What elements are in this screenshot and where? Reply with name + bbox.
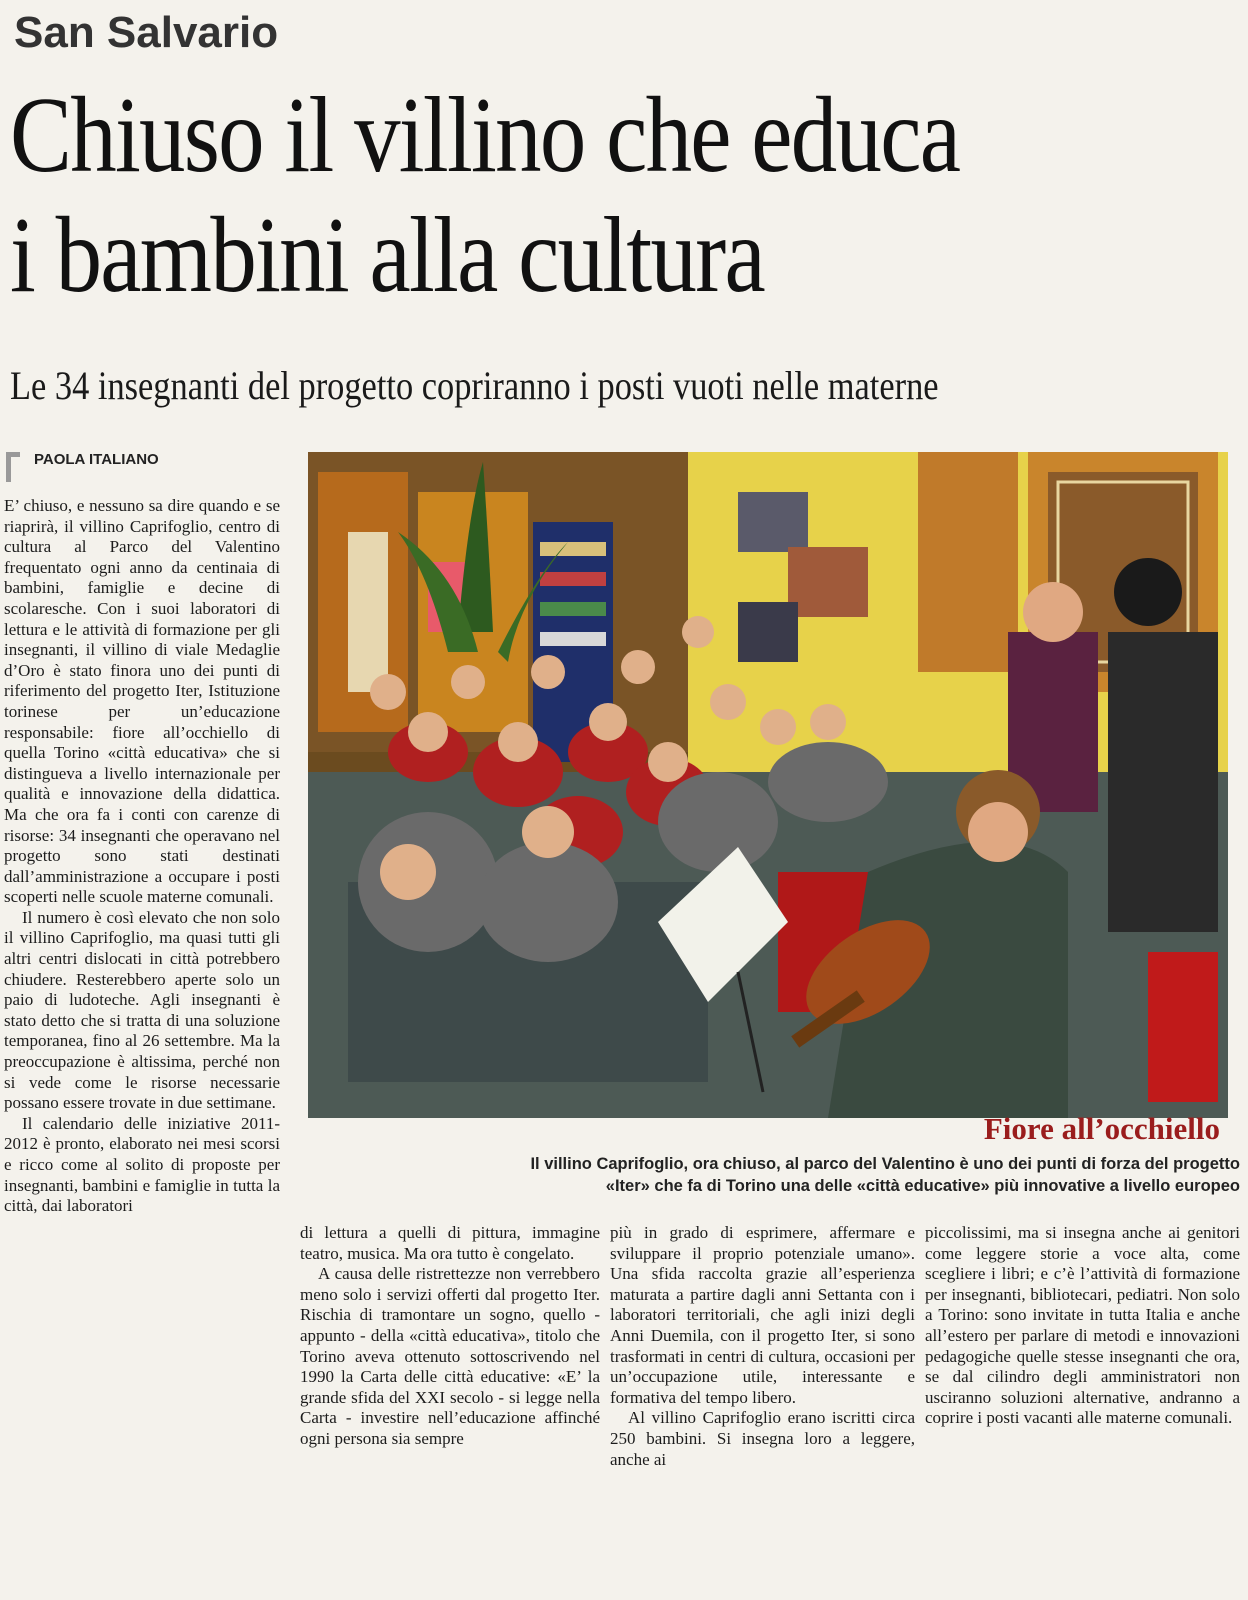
paragraph: Il calendario delle iniziative 2011-2012 è pronto, elaborato nei mesi scorsi e ricco come al solito di proposte per insegnanti, bambini e famiglie in tutta la città, dai laboratori (4, 1113, 280, 1216)
byline: PAOLA ITALIANO (34, 451, 159, 468)
article-column-3 (610, 1223, 915, 1593)
paragraph: di lettura a quelli di pittura, immagine teatro, musica. Ma ora tutto è congelato. (300, 1223, 600, 1263)
article-column-1 (4, 496, 280, 1592)
paragraph: A causa delle ristrettezze non verrebbero meno solo i servizi offerti dal progetto Iter. Rischia di tramontare un sogno, quello - appunto - della «città educativa», titolo che Torino aveva ottenuto sottoscrivendo nel 1990 la Carta delle città educative: «E’ la grande sfida del XXI secolo - si legge nella Carta - investire nell’educazione affinché ogni persona sia sempre (300, 1264, 600, 1448)
photo-caption-line-1: Il villino Caprifoglio, ora chiuso, al parco del Valentino è uno dei punti di forza del progetto (530, 1155, 1240, 1173)
photo-caption-title: Fiore all’occhiello (983, 1111, 1220, 1146)
headline-line-1: Chiuso il villino che educa (10, 76, 960, 195)
section-label: San Salvario (14, 8, 279, 57)
paragraph: E’ chiuso, e nessuno sa dire quando e se riaprirà, il villino Caprifoglio, centro di cultura al Parco del Valentino frequentato ogni anno da centinaia di bambini, famiglie e decine di scolaresche. Con i suoi laboratori di lettura e le attività di formazione per gli insegnanti, il villino di viale Medaglie d’Oro è stato finora uno dei punti di riferimento del progetto Iter, Istituzione torinese per un’educazione responsabile: fiore all’occhiello di quella Torino «città educativa» che si distingueva a livello internazionale per qualità e innovazione della didattica. Ma che ora fa i conti con carenze di risorse: 34 insegnanti che operavano nel progetto sono stati destinati dall’amministrazione a occupare i posti scoperti nelle scuole materne comunali. (4, 496, 280, 907)
article-photo (308, 452, 1228, 1118)
byline-corner-mark (6, 452, 20, 482)
headline (10, 76, 1066, 316)
paragraph: Il numero è così elevato che non solo il villino Caprifoglio, ma quasi tutti gli altri centri dislocati in città potrebbero chiudere. Resterebbero aperte solo un paio di ludoteche. Agli insegnanti è stato detto che si tratta di una soluzione temporanea, fino al 26 settembre. Ma la preoccupazione è altissima, perché non si vede come le risorse necessarie possano essere trovate in due settimane. (4, 907, 280, 1113)
headline-line-2: i bambini alla cultura (10, 196, 764, 315)
article-column-4 (925, 1223, 1240, 1593)
paragraph: Al villino Caprifoglio erano iscritti circa 250 bambini. Si insegna loro a leggere, anche ai (610, 1408, 915, 1469)
paragraph: più in grado di esprimere, affermare e sviluppare il proprio potenziale umano». Una sfida raccolta grazie all’esperienza maturata a partire dagli anni Settanta con i laboratori territoriali, che agli inizi degli Anni Duemila, con il progetto Iter, si sono trasformati in centri di cultura, occasioni per un’occupazione utile, interessante e formativa del tempo libero. (610, 1223, 915, 1407)
subheadline: Le 34 insegnanti del progetto copriranno i posti vuoti nelle materne (10, 363, 939, 408)
photo-caption (340, 1153, 1240, 1197)
article-column-2 (300, 1223, 600, 1593)
photo-illustration (308, 452, 1228, 1118)
photo-caption-line-2: «Iter» che fa di Torino una delle «città educative» più innovative a livello europeo (605, 1177, 1240, 1195)
paragraph: piccolissimi, ma si insegna anche ai genitori come leggere storie a voce alta, come scegliere i libri; e c’è l’attività di formazione per insegnanti, bibliotecari, pediatri. Non solo a Torino: sono invitate in tutta Italia e anche all’estero per parlare di metodi e innovazioni pedagogiche quelle stesse insegnanti che ora, se dal cilindro degli amministratori non usciranno soluzioni alternative, andranno a coprire i posti vacanti alle materne comunali. (925, 1223, 1240, 1428)
